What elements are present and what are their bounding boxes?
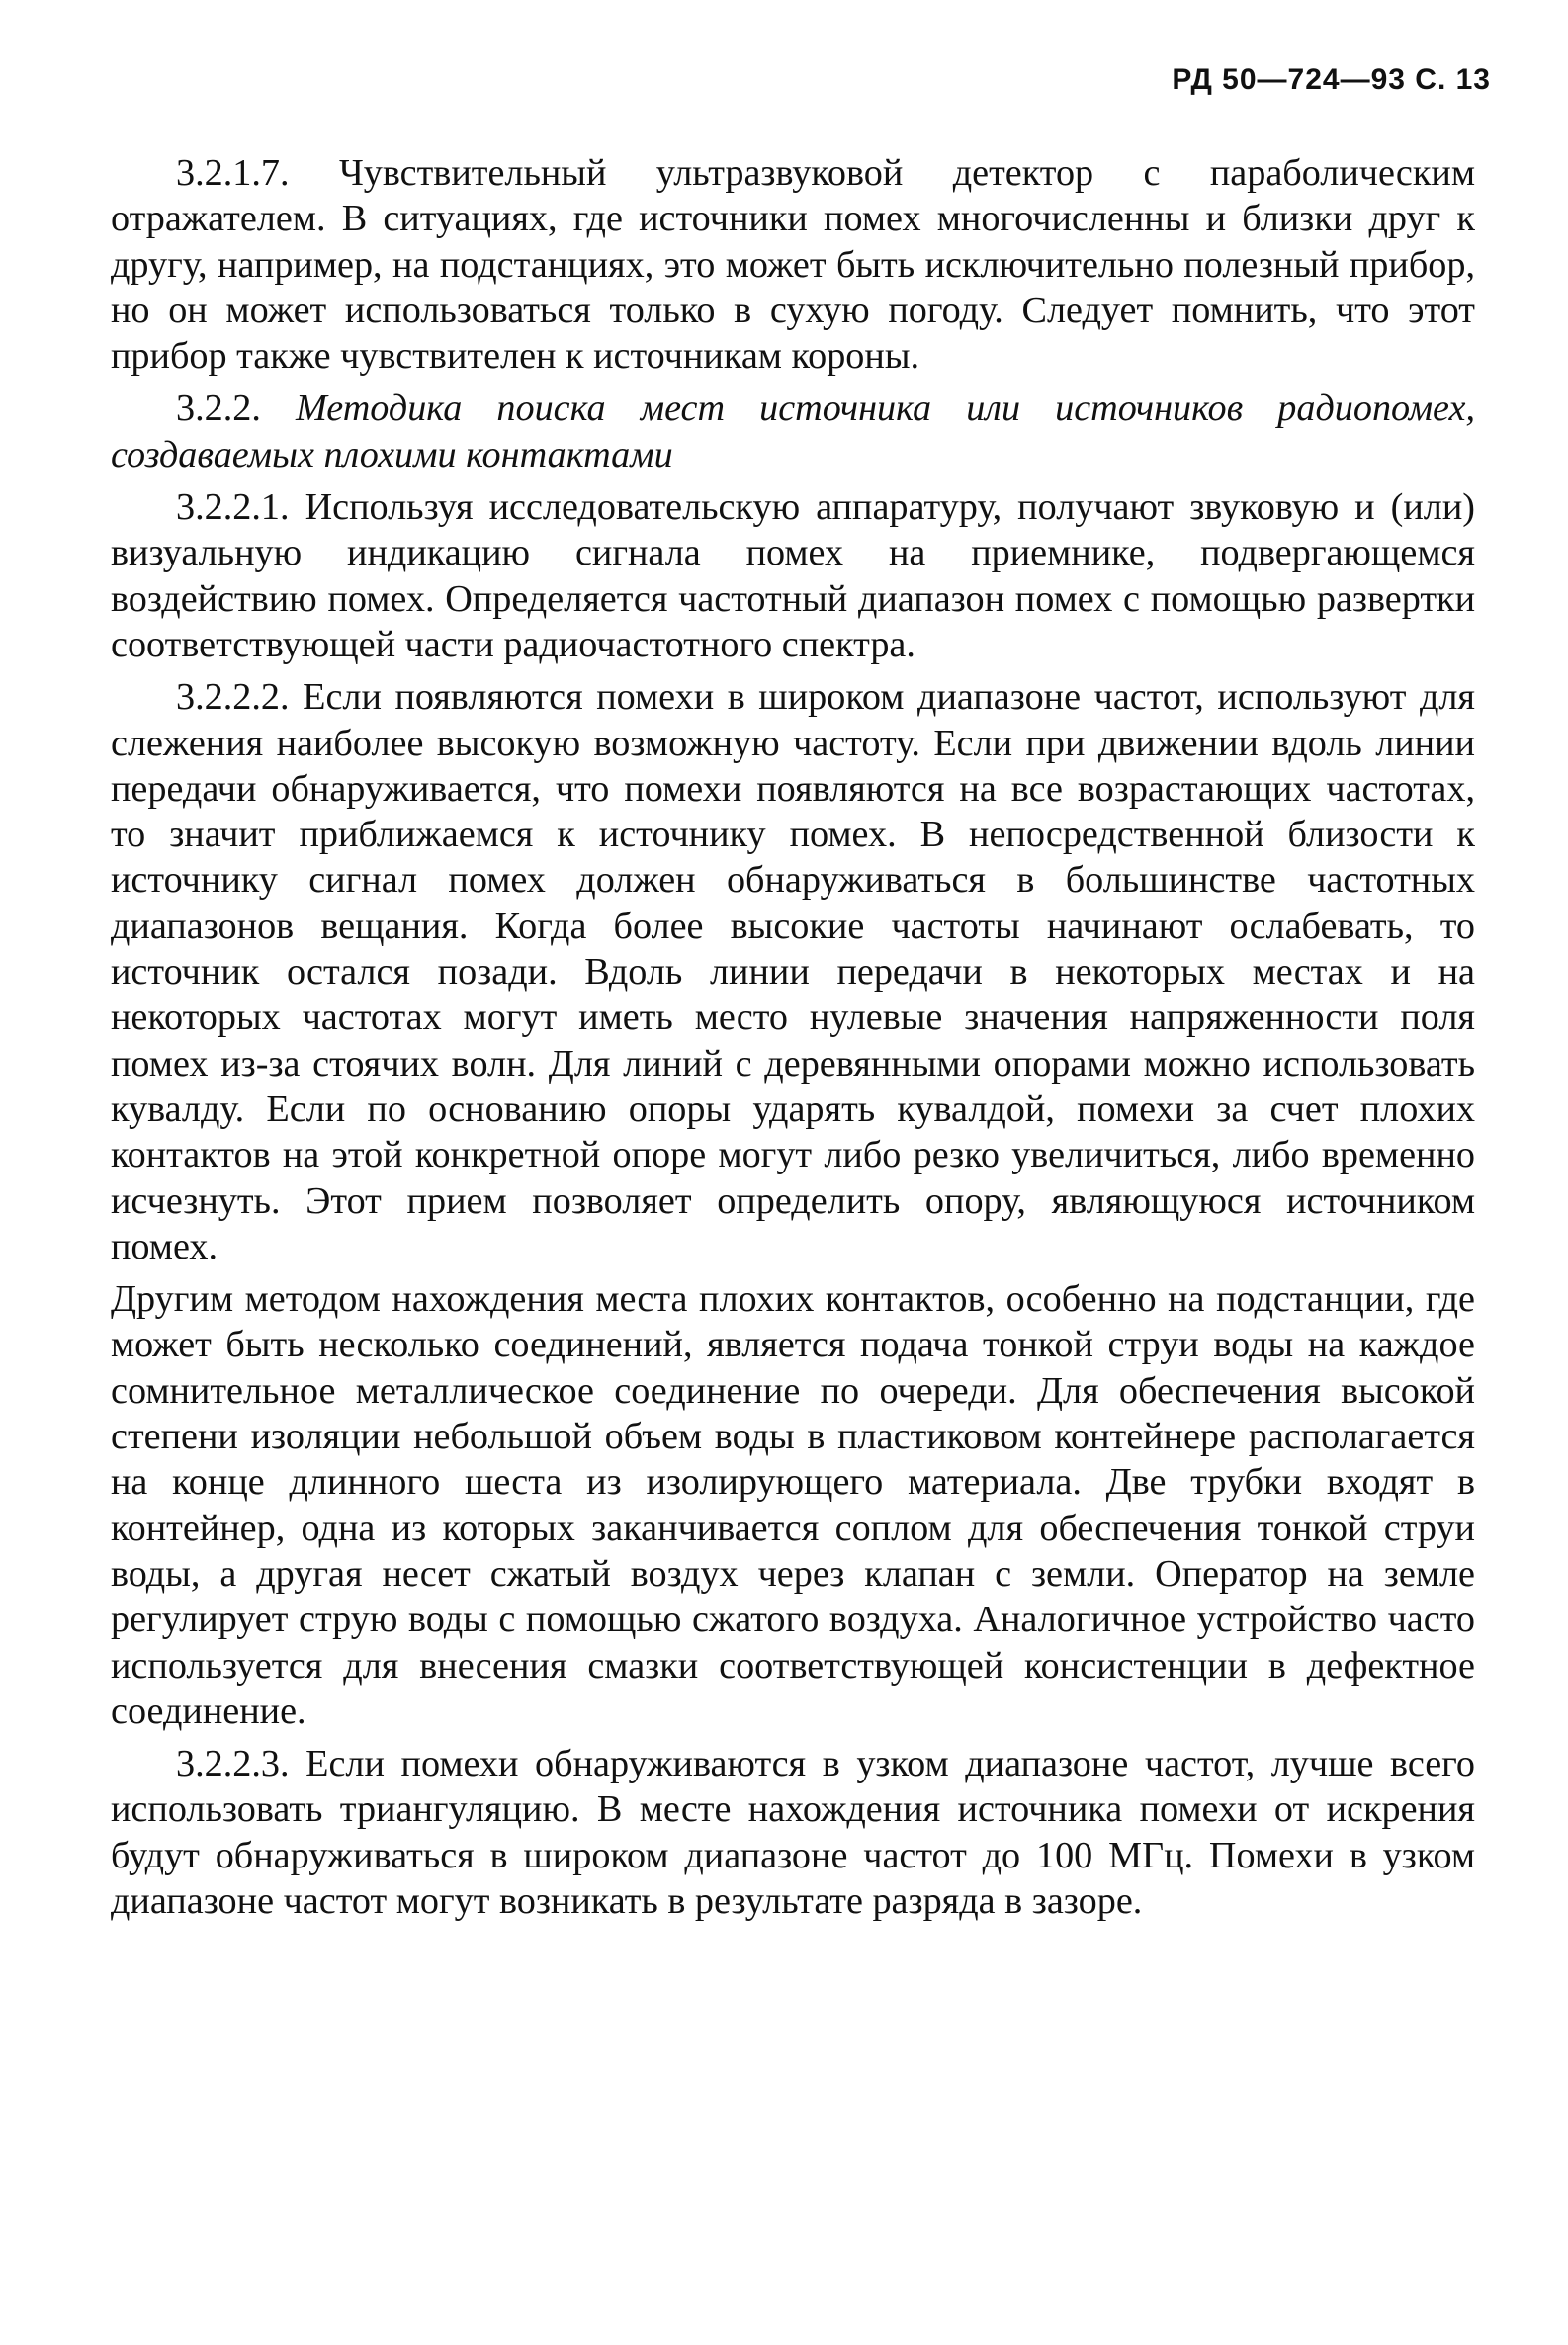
section-heading-text: Методика поиска мест источника или источников радиопомех, создаваемых плохими контактами — [111, 388, 1476, 476]
section-number: 3.2.2. — [176, 388, 261, 430]
paragraph-water-jet-method: Другим методом нахождения места плохих контактов, особенно на подстанции, где может быть несколько соединений, является подача тонкой струи воды на каждое сомнительное металлическое соединение по очереди. Для обеспечения высокой степени изоляции небольшой объем воды в пластиковом контейнере располагается на конце длинного шеста из изолирующего материала. Две трубки входят в контейнер, одна из которых заканчивается соплом для обеспечения тонкой струи воды, а другая несет сжатый воздух через клапан с земли. Оператор на земле регулирует струю воды с помощью сжатого воздуха. Аналогичное устройство часто используется для внесения смазки соответствующей консистенции в дефектное соединение. — [111, 1278, 1475, 1732]
paragraph-3-2-2-2: 3.2.2.2. Если появляются помехи в широком диапазоне частот, используют для слежения наиболее высокую возможную частоту. Если при движении вдоль линии передачи обнаруживается, что помехи появляются на все возрастающих частотах, то значит приближаемся к источнику помех. В непосредственной близости к источнику сигнал помех должен обнаруживаться в большинстве частотных диапазонов вещания. Когда более высокие частоты начинают ослабевать, то источник остался позади. Вдоль линии передачи в некоторых местах и на некоторых частотах могут иметь место нулевые значения напряженности поля помех из-за стоячих волн. Для линий с деревянными опорами можно использовать кувалду. Если по основанию опоры ударять кувалдой, помехи за счет плохих контактов на этой конкретной опоре могут либо резко увеличиться, либо временно исчезнуть. Этот прием позволяет определить опору, являющуюся источником помех. — [111, 676, 1475, 1267]
paragraph-3-2-2-3: 3.2.2.3. Если помехи обнаруживаются в узком диапазоне частот, лучше всего использовать триангуляцию. В месте нахождения источника помехи от искрения будут обнаруживаться в широком диапазоне частот до 100 МГц. Помехи в узком диапазоне частот могут возникать в результате разряда в зазоре. — [111, 1743, 1475, 1922]
document-body — [111, 150, 1475, 1931]
paragraph-3-2-2-1: 3.2.2.1. Используя исследовательскую аппаратуру, получают звуковую и (или) визуальную индикацию сигнала помех на приемнике, подвергающемся воздействию помех. Определяется частотный диапазон помех с помощью развертки соответствующей части радиочастотного спектра. — [111, 486, 1475, 665]
section-heading-3-2-2 — [111, 386, 1475, 478]
paragraph-3-2-1-7: 3.2.1.7. Чувствительный ультразвуковой детектор с параболическим отражателем. В ситуациях, где источники помех многочисленны и близки друг к другу, например, на подстанциях, это может быть исключительно полезный прибор, но он может использоваться только в сухую погоду. Следует помнить, что этот прибор также чувствителен к источникам короны. — [111, 152, 1475, 378]
page-header: РД 50—724—93 С. 13 — [1172, 63, 1491, 96]
